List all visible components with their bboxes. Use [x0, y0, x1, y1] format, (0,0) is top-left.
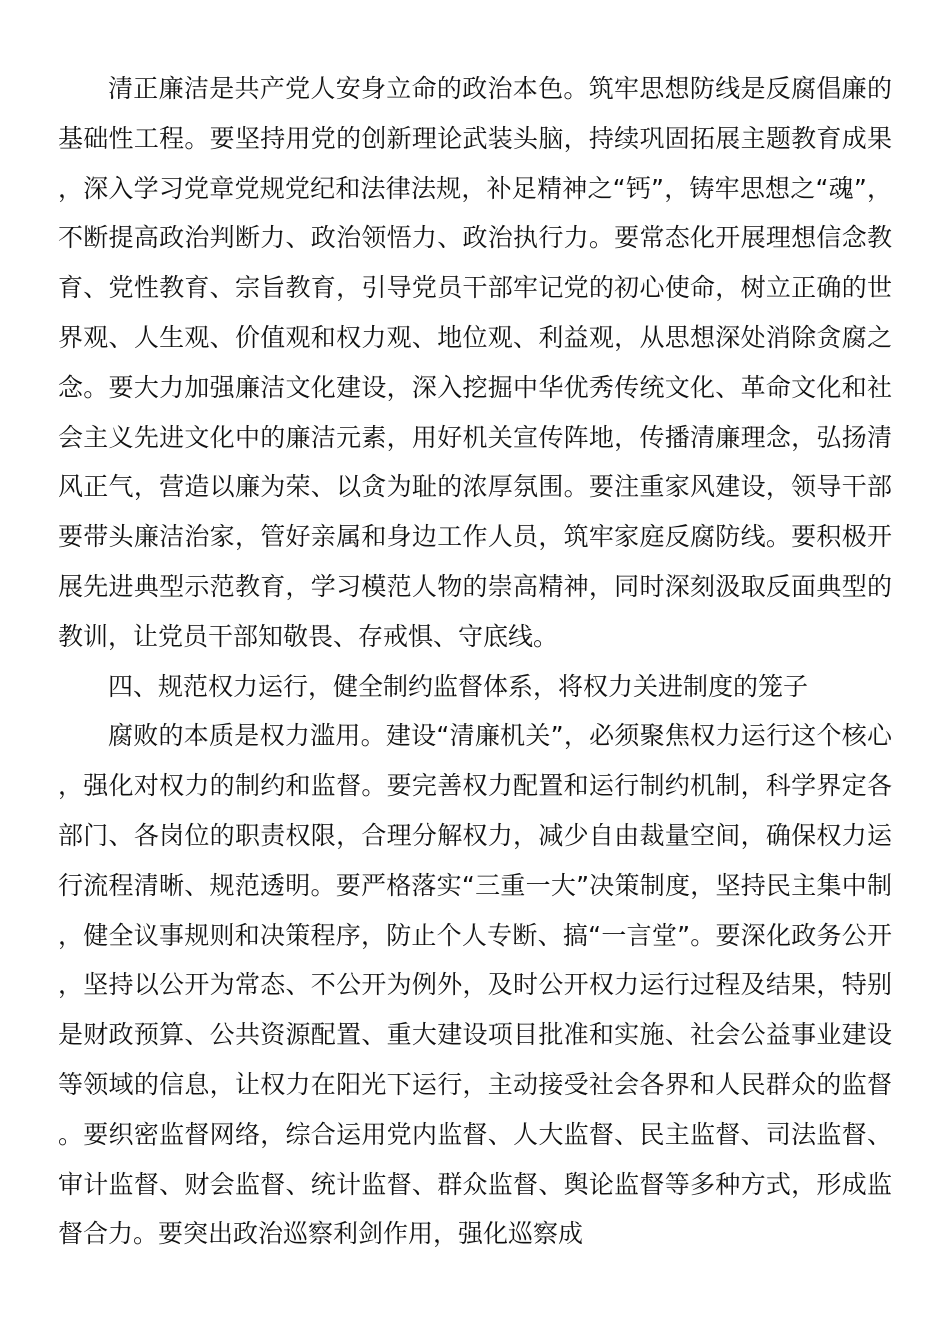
section-heading-power-regulation: 四、规范权力运行，健全制约监督体系，将权力关进制度的笼子	[108, 671, 809, 701]
paragraph-clean-governance: 清正廉洁是共产党人安身立命的政治本色。筑牢思想防线是反腐倡廉的基础性工程。要坚持用党的创新理论武装头脑，持续巩固拓展主题教育成果，深入学习党章党规党纪和法律法规，补足精神之“钙”，铸牢思想之“魂”，不断提高政治判断力、政治领悟力、政治执行力。要常态化开展理想信念教育、党性教育、宗旨教育，引导党员干部牢记党的初心使命，树立正确的世界观、人生观、价值观和权力观、地位观、利益观，从思想深处消除贪腐之念。要大力加强廉洁文化建设，深入挖掘中华优秀传统文化、革命文化和社会主义先进文化中的廉洁元素，用好机关宣传阵地，传播清廉理念，弘扬清风正气，营造以廉为荣、以贪为耻的浓厚氛围。要注重家风建设，领导干部要带头廉洁治家，管好亲属和身边工作人员，筑牢家庭反腐防线。要积极开展先进典型示范教育，学习模范人物的崇高精神，同时深刻汲取反面典型的教训，让党员干部知敬畏、存戒惧、守底线。	[58, 74, 892, 651]
paragraph-power-supervision: 腐败的本质是权力滥用。建设“清廉机关”，必须聚焦权力运行这个核心，强化对权力的制约和监督。要完善权力配置和运行制约机制，科学界定各部门、各岗位的职责权限，合理分解权力，减少自由裁量空间，确保权力运行流程清晰、规范透明。要严格落实“三重一大”决策制度，坚持民主集中制，健全议事规则和决策程序，防止个人专断、搞“一言堂”。要深化政务公开，坚持以公开为常态、不公开为例外，及时公开权力运行过程及结果，特别是财政预算、公共资源配置、重大建设项目批准和实施、社会公益事业建设等领域的信息，让权力在阳光下运行，主动接受社会各界和人民群众的监督。要织密监督网络，综合运用党内监督、人大监督、民主监督、司法监督、审计监督、财会监督、统计监督、群众监督、舆论监督等多种方式，形成监督合力。要突出政治巡察利剑作用，强化巡察成	[58, 721, 892, 1249]
document-body	[58, 64, 892, 1259]
